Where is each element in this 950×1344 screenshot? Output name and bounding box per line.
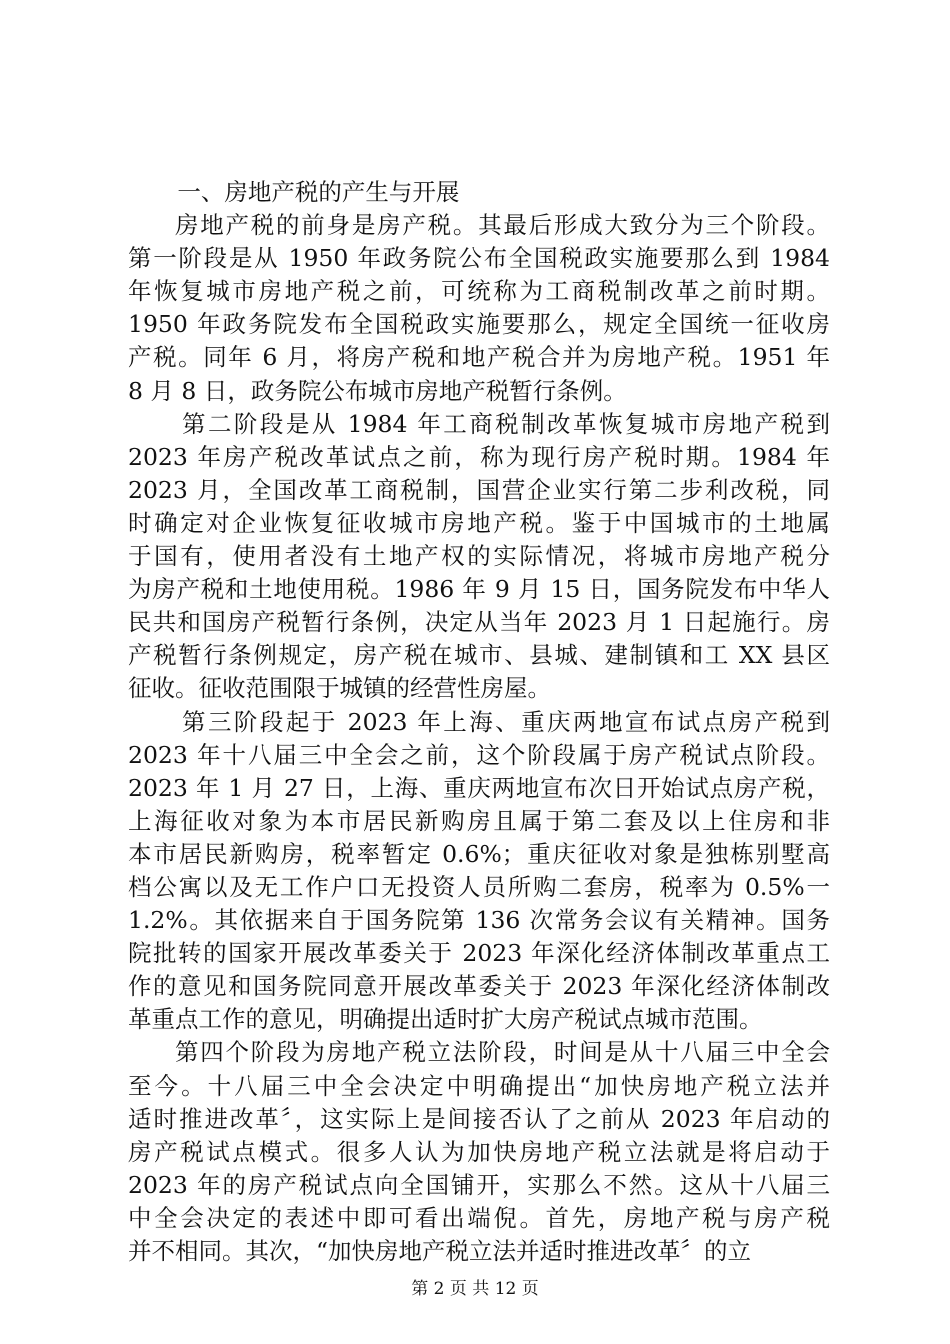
text-line: 第四个阶段为房地产税立法阶段，时间是从十八届三中全会 [175,1038,830,1067]
text-line: 2023 年 1 月 27 日，上海、重庆两地宣布次日开始试点房产税， [128,773,830,802]
text-line: 并不相同。其次，“加快房地产税立法并适时推进改革〞的立 [128,1237,752,1265]
text-line: 革重点工作的意见，明确提出适时扩大房产税试点城市范围。 [128,1005,763,1034]
document-body [128,176,830,1268]
text-line: 至今。十八届三中全会决定中明确提出“加快房地产税立法并 [128,1071,830,1100]
text-line: 中全会决定的表述中即可看出端倪。首先，房地产税与房产税 [128,1203,830,1232]
text-line: 8 月 8 日，政务院公布城市房地产税暂行条例。 [128,376,627,405]
text-line: 第三阶段起于 2023 年上海、重庆两地宣布试点房产税到 [182,707,830,736]
text-line: 民共和国房产税暂行条例，决定从当年 2023 月 1 日起施行。房 [128,608,830,637]
text-line: 年恢复城市房地产税之前，可统称为工商税制改革之前时期。 [128,277,830,306]
text-line: 上海征收对象为本市居民新购房且属于第二套及以上住房和非 [128,806,830,835]
text-line: 1950 年政务院发布全国税政实施要那么，规定全国统一征收房 [128,310,830,339]
text-line: 2023 月，全国改革工商税制，国营企业实行第二步利改税，同 [128,475,830,504]
paragraph [128,408,830,706]
text-line: 产税。同年 6 月，将房产税和地产税合并为房地产税。1951 年 [128,343,830,372]
paragraph [128,706,830,1037]
heading-text: 一、房地产税的产生与开展 [177,178,460,206]
paragraph [128,1036,830,1268]
paragraph [128,209,830,408]
text-line: 时确定对企业恢复征收城市房地产税。鉴于中国城市的土地属 [128,508,830,537]
text-line: 档公寓以及无工作户口无投资人员所购二套房，税率为 0.5%一 [128,872,830,901]
text-line: 征收。征收范围限于城镇的经营性房屋。 [128,674,551,703]
text-line: 第一阶段是从 1950 年政务院公布全国税政实施要那么到 1984 [128,244,830,273]
text-line: 房产税试点模式。很多人认为加快房地产税立法就是将启动于 [128,1137,830,1166]
text-line: 于国有，使用者没有土地产权的实际情况，将城市房地产税分 [128,542,830,571]
text-line: 作的意见和国务院同意开展改革委关于 2023 年深化经济体制改 [128,972,830,1001]
text-line: 2023 年房产税改革试点之前，称为现行房产税时期。1984 年 [128,442,830,471]
text-line: 院批转的国家开展改革委关于 2023 年深化经济体制改革重点工 [128,939,830,968]
text-line: 适时推进改革〞，这实际上是间接否认了之前从 2023 年启动的 [128,1104,830,1133]
text-line: 房地产税的前身是房产税。其最后形成大致分为三个阶段。 [175,211,830,240]
text-line: 2023 年十八届三中全会之前，这个阶段属于房产税试点阶段。 [128,740,830,769]
page-footer: 第 2 页 共 12 页 [411,1279,539,1299]
text-line: 产税暂行条例规定，房产税在城市、县城、建制镇和工 XX 县区 [128,641,830,670]
section-heading [128,176,830,209]
text-line: 为房产税和土地使用税。1986 年 9 月 15 日，国务院发布中华人 [128,575,830,604]
text-line: 1.2%。其依据来自于国务院第 136 次常务会议有关精神。国务 [128,906,830,935]
text-line: 本市居民新购房，税率暂定 0.6%；重庆征收对象是独栋别墅高 [128,839,830,868]
text-line: 2023 年的房产税试点向全国铺开，实那么不然。这从十八届三 [128,1170,830,1199]
text-line: 第二阶段是从 1984 年工商税制改革恢复城市房地产税到 [182,409,830,438]
